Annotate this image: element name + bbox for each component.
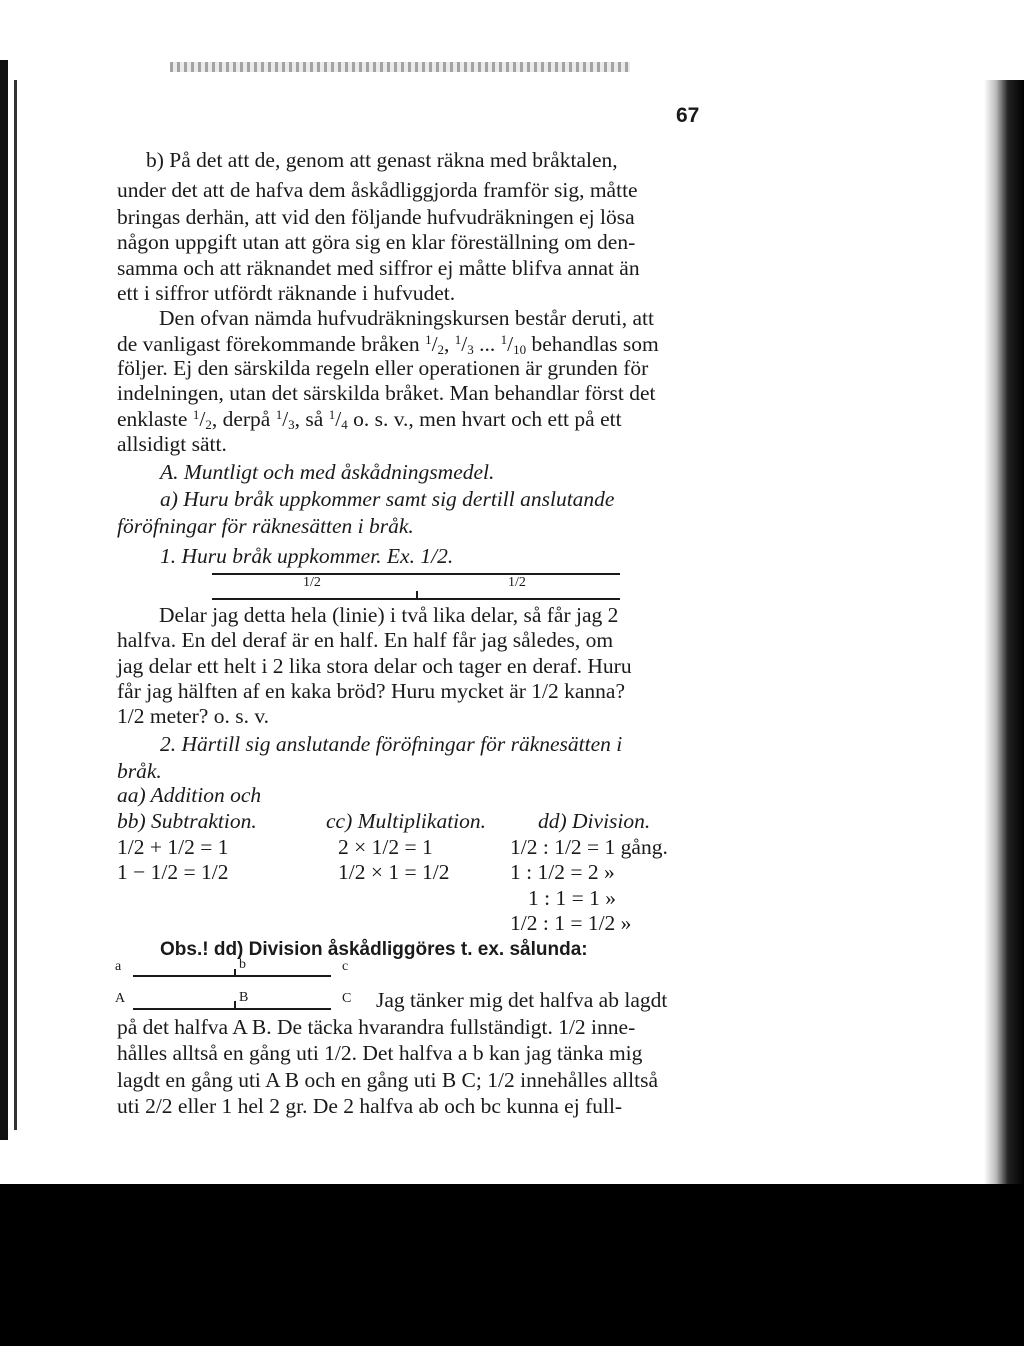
text-line: någon uppgift utan att göra sig en klar föreställning om den- (117, 230, 636, 254)
equation: 1/2 : 1/2 = 1 gång. (510, 835, 668, 859)
text-line: på det halfva A B. De täcka hvarandra fullständigt. 1/2 inne- (117, 1015, 636, 1039)
text-line: 1/2 meter? o. s. v. (117, 704, 270, 728)
column-heading: cc) Multiplikation. (326, 809, 487, 833)
equation: 1/2 × 1 = 1/2 (338, 860, 450, 884)
subsection-heading: 1. Huru bråk uppkommer. Ex. 1/2. (160, 544, 454, 568)
diagram-divider-tick (234, 1001, 236, 1009)
text-line: Delar jag detta hela (linie) i två lika delar, så får jag 2 (159, 603, 619, 627)
text-line: bringas derhän, att vid den följande hufvudräkningen ej lösa (117, 205, 635, 229)
page-number: 67 (676, 104, 700, 127)
diagram-half-label: 1/2 (303, 575, 321, 590)
text-line: allsidigt sätt. (117, 432, 227, 456)
diagram-line-bottom (212, 598, 620, 600)
text-line: Den ofvan nämda hufvudräkningskursen består deruti, att (159, 306, 654, 330)
scan-edge-left-line (14, 80, 17, 1130)
column-heading: bb) Subtraktion. (117, 809, 257, 833)
text-line: indelningen, utan det särskilda bråket. Man behandlar först det (117, 381, 656, 405)
subsection-heading: föröfningar för räknesätten i bråk. (117, 514, 414, 538)
scan-noise-top (170, 62, 630, 72)
column-heading: aa) Addition och (117, 783, 262, 807)
text-line-fractions: enklaste $^1/_2$, derpå $^1/_3$, så $^1/_4$ o. s. v., men hvart och ett på ett (117, 407, 622, 432)
equation: 1/2 : 1 = 1/2 » (510, 911, 632, 935)
scan-edge-left (0, 60, 8, 1140)
text-line: ett i siffror utfördt räknande i hufvudet. (117, 281, 456, 305)
equation: 1 : 1 = 1 » (528, 886, 616, 910)
diagram-segment-upper (133, 1008, 331, 1010)
text-line: under det att de hafva dem åskådliggjorda framför sig, måtte (117, 178, 638, 202)
diagram-point-label: C (342, 991, 352, 1006)
scan-edge-bottom (0, 1184, 1024, 1346)
obs-note: Obs.! dd) Division åskådliggöres t. ex. sålunda: (160, 939, 588, 960)
diagram-point-label: A (115, 991, 126, 1006)
diagram-point-label: a (115, 959, 122, 974)
subsection-heading: 2. Härtill sig anslutande föröfningar för räknesätten i (160, 732, 623, 756)
diagram-point-label: B (239, 990, 249, 1005)
subsection-heading: bråk. (117, 759, 162, 783)
equation: 2 × 1/2 = 1 (338, 835, 433, 859)
text-line: får jag hälften af en kaka bröd? Huru mycket är 1/2 kanna? (117, 679, 626, 703)
text-line: b) På det att de, genom att genast räkna med bråktalen, (146, 148, 618, 172)
diagram-point-label: c (342, 959, 349, 974)
diagram-point-label: b (239, 957, 246, 972)
text-line: samma och att räknandet med siffror ej måtte blifva annat än (117, 256, 640, 280)
scan-edge-right (984, 80, 1024, 1230)
text-line: Jag tänker mig det halfva ab lagdt (376, 988, 668, 1012)
section-heading: A. Muntligt och med åskådningsmedel. (160, 460, 495, 484)
text-line: hålles alltså en gång uti 1/2. Det halfva a b kan jag tänka mig (117, 1041, 643, 1065)
text-line-fractions: de vanligast förekommande bråken $^1/_2$, $^1/_3$ ... $^1/_{10}$ behandlas som (117, 332, 659, 357)
text-line: lagdt en gång uti A B och en gång uti B C; 1/2 innehålles alltså (117, 1068, 659, 1092)
diagram-divider-tick (234, 969, 236, 977)
diagram-line-top (212, 573, 620, 575)
subsection-heading: a) Huru bråk uppkommer samt sig dertill anslutande (160, 487, 615, 511)
text-line: följer. Ej den särskilda regeln eller operationen är grunden för (117, 356, 649, 380)
column-heading: dd) Division. (538, 809, 651, 833)
text-line: uti 2/2 eller 1 hel 2 gr. De 2 halfva ab och bc kunna ej full- (117, 1094, 623, 1118)
equation: 1/2 + 1/2 = 1 (117, 835, 229, 859)
diagram-segment-lower (133, 975, 331, 977)
diagram-half-label: 1/2 (508, 575, 526, 590)
equation: 1 − 1/2 = 1/2 (117, 860, 229, 884)
text-line: jag delar ett helt i 2 lika stora delar och tager en deraf. Huru (117, 654, 632, 678)
text-line: halfva. En del deraf är en half. En half får jag således, om (117, 628, 614, 652)
equation: 1 : 1/2 = 2 » (510, 860, 615, 884)
